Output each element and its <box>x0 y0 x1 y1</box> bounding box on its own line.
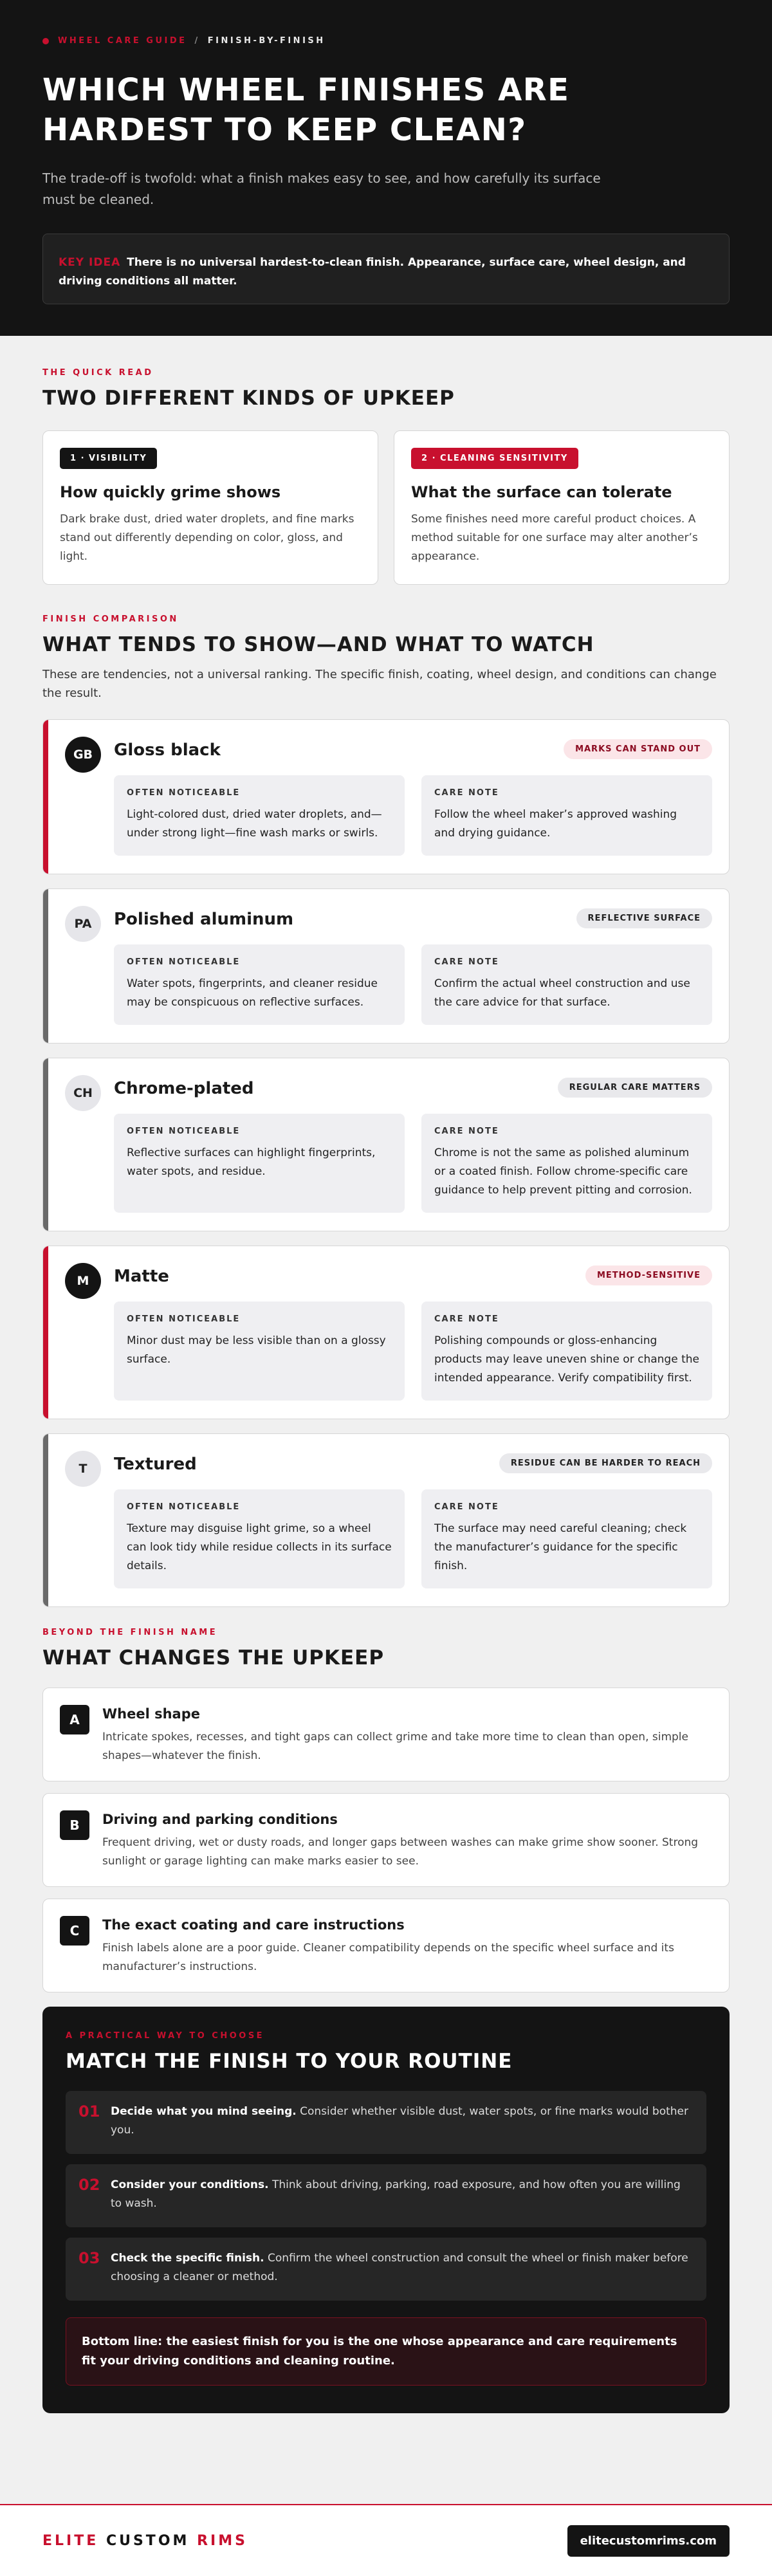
note-label: CARE NOTE <box>434 788 499 798</box>
card-body: Dark brake dust, dried water droplets, and fine marks stand out differently depending on color, gloss, and light. <box>60 513 354 563</box>
finish-tag: RESIDUE CAN BE HARDER TO REACH <box>499 1453 712 1473</box>
finish-tag: REFLECTIVE SURFACE <box>576 908 712 928</box>
quick-read-section <box>0 368 772 585</box>
factor-letter: B <box>60 1810 89 1840</box>
section-kicker: BEYOND THE FINISH NAME <box>42 1628 218 1637</box>
note-label: OFTEN NOTICEABLE <box>127 1314 241 1324</box>
section-title: WHAT TENDS TO SHOW—AND WHAT TO WATCH <box>42 633 594 656</box>
note-label: OFTEN NOTICEABLE <box>127 957 241 967</box>
note-text: Minor dust may be less visible than on a glossy surface. <box>127 1334 386 1366</box>
hero <box>0 0 772 336</box>
factor-heading: Wheel shape <box>102 1706 201 1722</box>
note-label: CARE NOTE <box>434 1502 499 1512</box>
routine-step <box>66 2091 706 2154</box>
noticeable-note <box>114 1489 405 1588</box>
section-kicker: A PRACTICAL WAY TO CHOOSE <box>66 2031 265 2041</box>
brand-logo[interactable] <box>42 2533 248 2549</box>
hero-lede: The trade-off is twofold: what a finish makes easy to see, and how carefully its surface must be cleaned. <box>42 170 601 207</box>
footer <box>0 2504 772 2576</box>
card-heading: How quickly grime shows <box>60 483 281 501</box>
note-text: Texture may disguise light grime, so a wheel can look tidy while residue collects in its surface details. <box>127 1522 392 1572</box>
finish-badge: T <box>65 1451 101 1487</box>
finish-tag: REGULAR CARE MATTERS <box>558 1078 712 1098</box>
finish-tag: MARKS CAN STAND OUT <box>564 739 712 759</box>
factor-body: Frequent driving, wet or dusty roads, and longer gaps between washes can make grime show sooner. Strong sunlight or garage lighting can make marks easier to see. <box>102 1836 699 1868</box>
finish-badge: CH <box>65 1075 101 1111</box>
beyond-finish-section <box>0 1628 772 1992</box>
finish-comparison-section <box>0 614 772 1607</box>
step-lead: Consider your conditions. <box>111 2178 269 2191</box>
factor-letter: A <box>60 1705 89 1734</box>
visibility-card <box>42 430 378 585</box>
breadcrumb-secondary: FINISH-BY-FINISH <box>207 36 326 46</box>
noticeable-note <box>114 1302 405 1401</box>
finish-tag: METHOD-SENSITIVE <box>585 1265 712 1285</box>
note-label: OFTEN NOTICEABLE <box>127 788 241 798</box>
website-link[interactable]: elitecustomrims.com <box>567 2525 730 2557</box>
section-intro: These are tendencies, not a universal ranking. The specific finish, coating, wheel design, and conditions can change the result. <box>42 668 717 700</box>
key-idea-label: KEY IDEA <box>59 256 121 269</box>
finish-name: Gloss black <box>114 741 221 760</box>
cleaning-sensitivity-pill: 2 · CLEANING SENSITIVITY <box>411 448 578 469</box>
breadcrumb <box>42 36 730 46</box>
factor-letter: C <box>60 1916 89 1946</box>
finish-name: Chrome-plated <box>114 1079 254 1098</box>
step-lead: Check the specific finish. <box>111 2252 264 2265</box>
bullet-dot-icon <box>42 38 49 44</box>
step-body: Consider whether visible dust, water spots, or fine marks would bother you. <box>111 2105 688 2137</box>
section-title: WHAT CHANGES THE UPKEEP <box>42 1646 385 1670</box>
care-note <box>421 1489 712 1588</box>
note-label: OFTEN NOTICEABLE <box>127 1502 241 1512</box>
step-text <box>111 2249 694 2289</box>
note-text: Follow the wheel maker’s approved washing and drying guidance. <box>434 808 677 840</box>
note-label: OFTEN NOTICEABLE <box>127 1127 241 1136</box>
finish-badge: GB <box>65 737 101 773</box>
step-text <box>111 2102 694 2142</box>
step-text <box>111 2176 694 2216</box>
routine-panel <box>42 2007 730 2413</box>
key-idea-text: There is no universal hardest-to-clean finish. Appearance, surface care, wheel design, and driving conditions all matter. <box>59 256 686 288</box>
finish-name: Matte <box>114 1267 169 1286</box>
note-text: Confirm the actual wheel construction and use the care advice for that surface. <box>434 977 690 1009</box>
note-text: Chrome is not the same as polished aluminum or a coated finish. Follow chrome-specific care guidance to help prevent pitting and corrosion. <box>434 1146 692 1197</box>
factor-heading: Driving and parking conditions <box>102 1812 338 1827</box>
note-label: CARE NOTE <box>434 1127 499 1136</box>
finish-name: Textured <box>114 1455 197 1474</box>
finish-card-textured <box>42 1433 730 1607</box>
routine-step <box>66 2164 706 2227</box>
finish-card-matte <box>42 1246 730 1419</box>
note-text: Polishing compounds or gloss-enhancing products may leave uneven shine or change the intended appearance. Verify compatibility first. <box>434 1334 699 1385</box>
finish-name: Polished aluminum <box>114 910 294 929</box>
noticeable-note <box>114 944 405 1025</box>
step-body: Think about driving, parking, road exposure, and how often you are willing to wash. <box>111 2178 681 2210</box>
note-label: CARE NOTE <box>434 1314 499 1324</box>
section-title: MATCH THE FINISH TO YOUR ROUTINE <box>66 2050 513 2073</box>
factor-body: Intricate spokes, recesses, and tight gaps can collect grime and take more time to clean than open, simple shapes—whatever the finish. <box>102 1731 688 1762</box>
step-body: Confirm the wheel construction and consult the wheel or finish maker before choosing a cleaner or method. <box>111 2252 688 2283</box>
card-heading: What the surface can tolerate <box>411 483 672 501</box>
step-number: 02 <box>78 2176 100 2194</box>
brand-word-custom: CUSTOM <box>106 2532 190 2549</box>
factor-card-driving-conditions <box>42 1793 730 1887</box>
finish-badge: PA <box>65 906 101 942</box>
breadcrumb-primary[interactable]: WHEEL CARE GUIDE <box>58 36 187 46</box>
note-text: Reflective surfaces can highlight fingerprints, water spots, and residue. <box>127 1146 376 1178</box>
factor-card-wheel-shape <box>42 1688 730 1781</box>
key-idea-box <box>42 234 730 304</box>
routine-step <box>66 2238 706 2301</box>
page-title: WHICH WHEEL FINISHES ARE HARDEST TO KEEP CLEAN? <box>42 72 570 148</box>
card-body: Some finishes need more careful product choices. A method suitable for one surface may alter another’s appearance. <box>411 513 698 563</box>
bottom-line-box: Bottom line: the easiest finish for you is the one whose appearance and care requirements fit your driving conditions and cleaning routine. <box>66 2317 706 2386</box>
step-number: 01 <box>78 2102 100 2121</box>
note-text: Light-colored dust, dried water droplets, and—under strong light—fine wash marks or swirls. <box>127 808 382 840</box>
finish-card-polished-aluminum <box>42 888 730 1044</box>
noticeable-note <box>114 775 405 856</box>
brand-word-elite: ELITE <box>42 2532 99 2549</box>
step-lead: Decide what you mind seeing. <box>111 2105 297 2118</box>
care-note <box>421 1114 712 1213</box>
factor-heading: The exact coating and care instructions <box>102 1917 405 1933</box>
step-number: 03 <box>78 2249 100 2267</box>
factor-body: Finish labels alone are a poor guide. Cleaner compatibility depends on the specific wheel surface and its manufacturer’s instructions. <box>102 1942 674 1973</box>
care-note <box>421 1302 712 1401</box>
finish-card-chrome-plated <box>42 1058 730 1231</box>
section-kicker: FINISH COMPARISON <box>42 614 179 624</box>
factor-card-coating-instructions <box>42 1899 730 1992</box>
finish-card-gloss-black <box>42 719 730 874</box>
visibility-pill: 1 · VISIBILITY <box>60 448 157 469</box>
care-note <box>421 944 712 1025</box>
cleaning-sensitivity-card <box>394 430 730 585</box>
section-kicker: THE QUICK READ <box>42 368 154 378</box>
noticeable-note <box>114 1114 405 1213</box>
care-note <box>421 775 712 856</box>
section-title: TWO DIFFERENT KINDS OF UPKEEP <box>42 387 455 410</box>
note-text: The surface may need careful cleaning; check the manufacturer’s guidance for the specific finish. <box>434 1522 687 1572</box>
brand-word-rims: RIMS <box>197 2532 248 2549</box>
finish-badge: M <box>65 1263 101 1299</box>
breadcrumb-separator: / <box>194 36 200 46</box>
note-text: Water spots, fingerprints, and cleaner residue may be conspicuous on reflective surfaces. <box>127 977 378 1009</box>
note-label: CARE NOTE <box>434 957 499 967</box>
